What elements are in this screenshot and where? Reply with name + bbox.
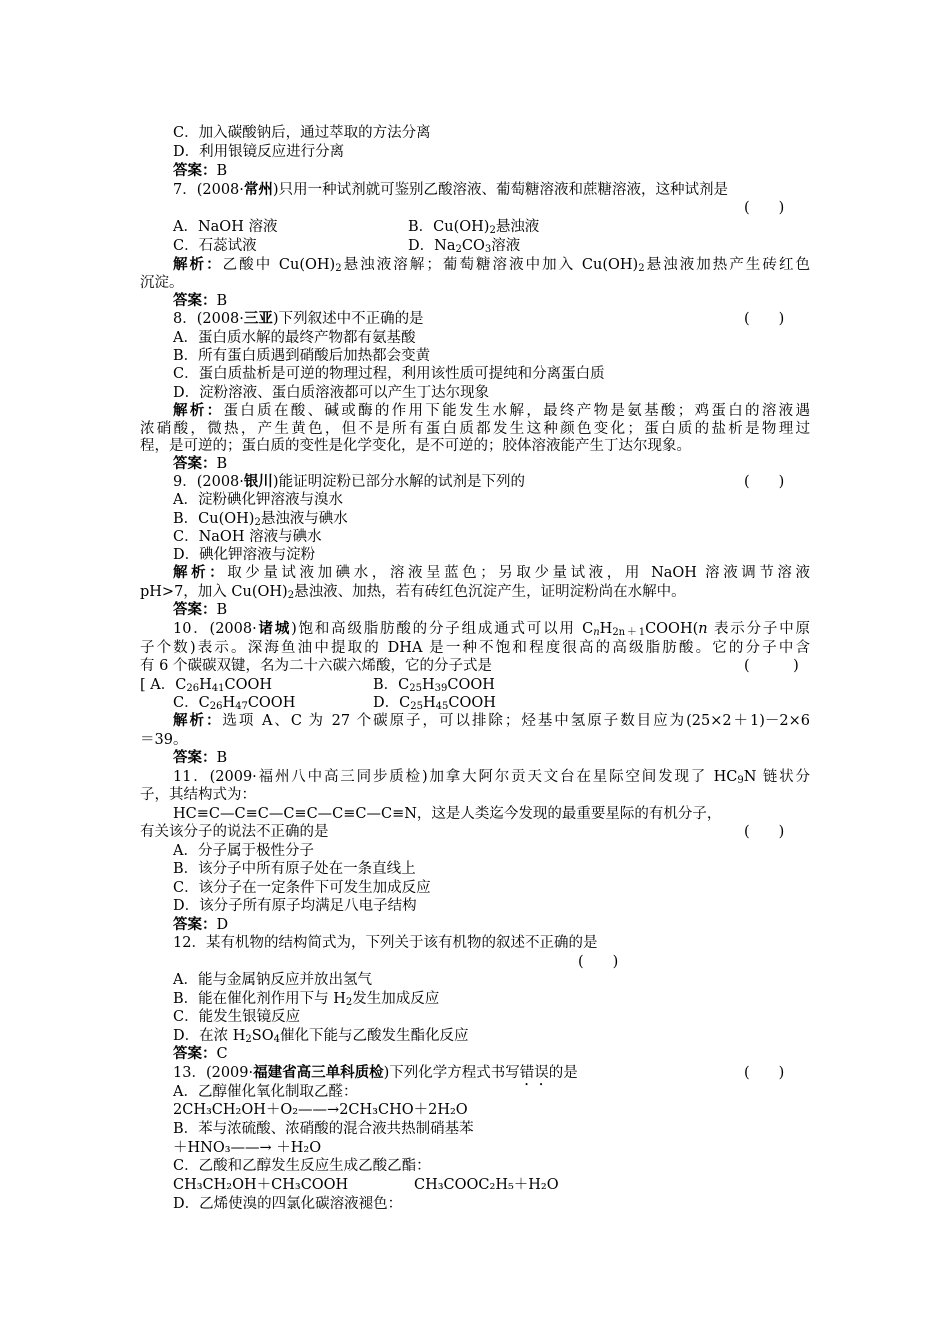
q12-option-d: D．在浓 $H_2SO_4$催化下能与乙酸发生酯化反应	[173, 1028, 469, 1045]
q8-option-d: D．淀粉溶液、蛋白质溶液都可以产生丁达尔现象	[173, 385, 490, 401]
q11-option-a: A．分子属于极性分子	[173, 843, 314, 859]
q6-option-c: C．加入碳酸钠后，通过萃取的方法分离	[173, 125, 431, 141]
q12-option-a: A．能与金属钠反应并放出氢气	[173, 972, 372, 988]
answer-value: B	[216, 163, 228, 179]
q9-option-b: B．$Cu(OH)_2$悬浊液与碘水	[173, 511, 348, 528]
q12-option-c: C．能发生银镜反应	[173, 1009, 301, 1025]
q8-explanation-line3: 程，是可逆的；蛋白质的变性是化学变化，是不可逆的；胶体溶液能产生丁达尔现象。	[140, 438, 691, 454]
q11-answer: 答案：D	[173, 916, 229, 933]
q8-option-b: B．所有蛋白质遇到硝酸后加热都会变黄	[173, 348, 431, 364]
q10-explanation-line2: ＝39。	[140, 732, 188, 748]
q7-option-a: A．NaOH 溶液	[173, 219, 278, 235]
q10-stem: 10．(2008·诸城)饱和高级脂肪酸的分子组成通式可以用 $C_nH_{2n+1}COOH(n$ 表示分子中原	[173, 620, 811, 638]
q13-equation-a: 2CH₃CH₂OH＋O₂——→2CH₃CHO＋2H₂O	[173, 1102, 468, 1118]
q8-explanation-line2: 浓硝酸，微热，产生黄色，但不是所有蛋白质都发生这种颜色变化；蛋白质的盐析是物理过	[140, 421, 810, 437]
q9-paren: ( )	[744, 474, 785, 490]
q7-explanation: 解析：乙酸中 $Cu(OH)_2$悬浊液溶解；葡萄糖溶液中加入 $Cu(OH)_2$悬浊液加热产生砖红色	[173, 256, 811, 274]
q10-option-c: C．$C_{26}H_{47}COOH$	[173, 695, 296, 712]
q8-option-a: A．蛋白质水解的最终产物都有氨基酸	[173, 330, 416, 346]
q8-explanation: 解析：蛋白质在酸、碱或酶的作用下能发生水解，最终产物是氨基酸；鸡蛋白的溶液遇	[173, 402, 811, 419]
q13-option-a: A．乙醇催化氧化制取乙醛：	[173, 1084, 358, 1100]
q6-option-d: D．利用银镜反应进行分离	[173, 144, 345, 160]
q7-answer: 答案：B	[173, 292, 228, 309]
q10-option-d: D．$C_{25}H_{45}COOH$	[373, 695, 496, 712]
q10-line3: 有 6 个碳碳双键，名为二十六碳六烯酸，它的分子式是	[140, 658, 492, 674]
q13-equation-c-left: CH₃CH₂OH＋CH₃COOH	[173, 1177, 349, 1193]
q10-option-b: B．$C_{25}H_{39}COOH$	[373, 677, 495, 694]
q7-source: 常州	[243, 181, 273, 198]
q13-equation-b: ＋HNO₃——→ ＋H₂O	[173, 1140, 322, 1156]
q13-equation-c-right: CH₃COOC₂H₅＋H₂O	[414, 1177, 559, 1193]
q10-answer: 答案：B	[173, 749, 228, 766]
q9-option-a: A．淀粉碘化钾溶液与溴水	[173, 492, 343, 508]
q7-stem: 7．(2008·常州)只用一种试剂就可鉴别乙酸溶液、葡萄糖溶液和蔗糖溶液，这种试剂是	[173, 181, 729, 198]
q11-option-d: D．该分子所有原子均满足八电子结构	[173, 898, 417, 914]
q10-explanation: 解析：选项 A、C 为 27 个碳原子，可以排除；烃基中氢原子数目应为(25×2＋1)－2×6	[173, 712, 810, 729]
emphasis-dots: 错误	[519, 1065, 549, 1081]
q11-line4: 有关该分子的说法不正确的是	[140, 824, 329, 840]
q8-stem: 8．(2008·三亚)下列叙述中不正确的是	[173, 310, 424, 327]
q8-paren: ( )	[744, 311, 785, 327]
q11-paren: ( )	[744, 824, 785, 840]
q11-option-b: B．该分子中所有原子处在一条直线上	[173, 861, 416, 877]
q7-option-d: D．$Na_2CO_3$溶液	[408, 238, 521, 255]
q10-line2: 子个数)表示。深海鱼油中提取的 DHA 是一种不饱和程度很高的高级脂肪酸。它的分子中含	[140, 640, 810, 656]
q13-stem: 13．(2009·福建省高三单科质检)下列化学方程式书写错误的是	[173, 1064, 578, 1081]
q12-paren: ( )	[578, 954, 619, 970]
q7-option-b: B．$Cu(OH)_2$悬浊液	[408, 219, 540, 236]
q7-explanation-line2: 沉淀。	[140, 275, 184, 291]
q13-option-c: C．乙酸和乙醇发生反应生成乙酸乙酯：	[173, 1158, 431, 1174]
q10-option-a: [ A．$C_{26}H_{41}COOH$	[140, 677, 272, 694]
q10-paren: ( )	[744, 658, 799, 674]
q9-option-c: C．NaOH 溶液与碘水	[173, 529, 322, 545]
q7-option-c: C．石蕊试液	[173, 238, 257, 254]
q11-line2: 子，其结构式为：	[140, 787, 256, 803]
q9-answer: 答案：B	[173, 601, 228, 618]
q9-option-d: D．碘化钾溶液与淀粉	[173, 547, 316, 563]
q12-stem: 12．某有机物的结构简式为，下列关于该有机物的叙述不正确的是	[173, 935, 598, 951]
q11-stem: 11．(2009·福州八中高三同步质检)加拿大阿尔贡天文台在星际空间发现了 $HC_9N$ 链状分	[173, 769, 811, 786]
q9-explanation-line2: pH>7，加入 $Cu(OH)_2$悬浊液、加热，若有砖红色沉淀产生，证明淀粉尚在水解中。	[140, 584, 686, 601]
q11-option-c: C．该分子在一定条件下可发生加成反应	[173, 880, 431, 896]
q12-option-b: B．能在催化剂作用下与 $H_2$发生加成反应	[173, 991, 440, 1008]
q12-answer: 答案：C	[173, 1045, 228, 1062]
q7-paren: ( )	[744, 200, 785, 216]
q8-option-c: C．蛋白质盐析是可逆的物理过程，利用该性质可提纯和分离蛋白质	[173, 366, 605, 382]
q13-option-d: D．乙烯使溴的四氯化碳溶液褪色：	[173, 1196, 403, 1212]
answer-label: 答案：	[173, 162, 217, 179]
q13-paren: ( )	[744, 1065, 785, 1081]
q6-answer	[173, 162, 227, 180]
q8-answer: 答案：B	[173, 455, 228, 472]
q9-explanation: 解析：取少量试液加碘水，溶液呈蓝色；另取少量试液，用 NaOH 溶液调节溶液	[173, 564, 810, 581]
q9-stem: 9．(2008·银川)能证明淀粉已部分水解的试剂是下列的	[173, 473, 526, 490]
q13-option-b: B．苯与浓硫酸、浓硝酸的混合液共热制硝基苯	[173, 1121, 474, 1137]
q11-structure-line: HC≡C—C≡C—C≡C—C≡C—C≡N，这是人类迄今发现的最重要星际的有机分子，	[173, 806, 722, 822]
